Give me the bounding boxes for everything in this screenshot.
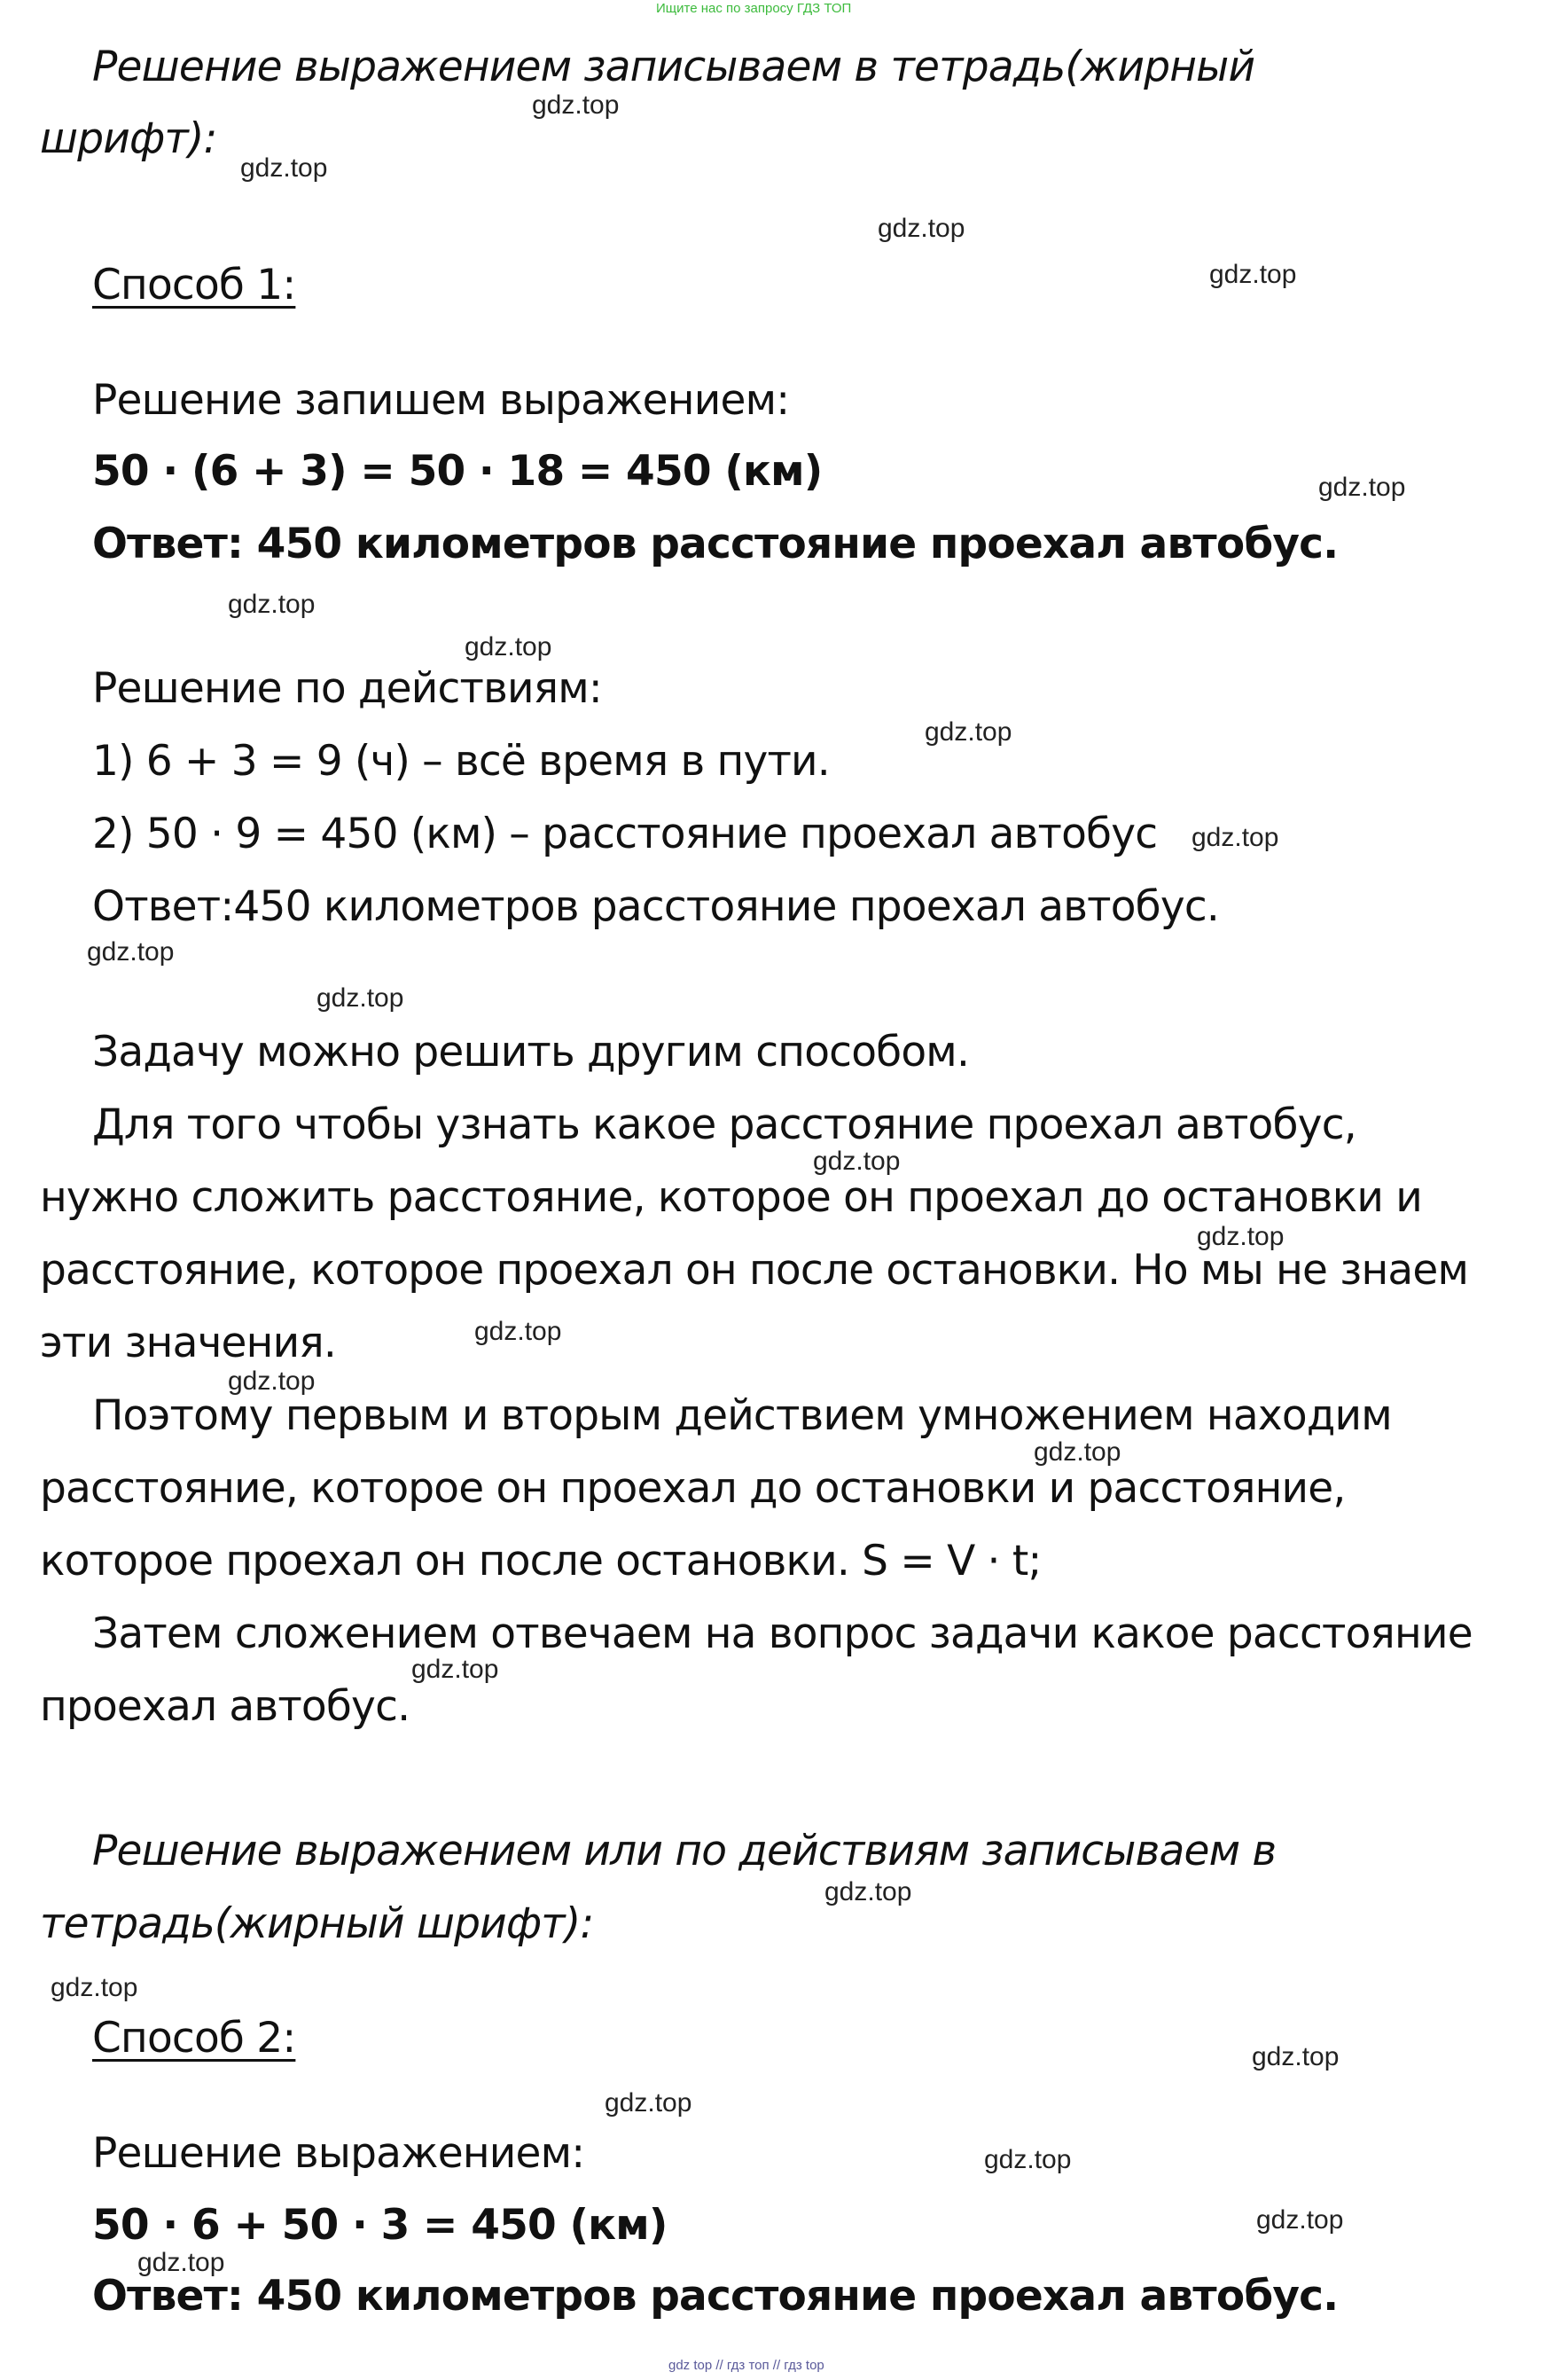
watermark: gdz.top [1252, 2042, 1340, 2071]
watermark: gdz.top [87, 937, 175, 967]
method-1-step-2: 2) 50 · 9 = 450 (км) – расстояние проехал автобус [92, 810, 1158, 858]
watermark: gdz.top [878, 214, 965, 243]
explanation-p1: Задачу можно решить другим способом. [92, 1028, 970, 1076]
header-promo: Ищите нас по запросу ГДЗ ТОП [656, 1, 852, 16]
footer: gdz top // гдз топ // гдз top [668, 2358, 824, 2373]
explanation-p4-line: проехал автобус. [40, 1682, 410, 1731]
explanation-p3-line: Поэтому первым и вторым действием умножением находим [92, 1391, 1392, 1440]
watermark: gdz.top [1256, 2205, 1344, 2235]
watermark: gdz.top [605, 2088, 692, 2118]
watermark: gdz.top [465, 632, 552, 662]
method-1-expr-label: Решение запишем выражением: [92, 376, 790, 425]
method-1-expression: 50 · (6 + 3) = 50 · 18 = 450 (км) [92, 447, 823, 496]
watermark: gdz.top [1034, 1437, 1121, 1467]
watermark: gdz.top [1192, 823, 1279, 852]
explanation-p3-line: расстояние, которое он проехал до остановки и расстояние, [40, 1464, 1346, 1513]
explanation-p2-line: эти значения. [40, 1319, 336, 1367]
explanation-p2-line: нужно сложить расстояние, которое он проехал до остановки и [40, 1173, 1422, 1222]
watermark: gdz.top [925, 717, 1012, 747]
explanation-p4-line: Затем сложением отвечаем на вопрос задачи какое расстояние [92, 1609, 1473, 1658]
watermark: gdz.top [137, 2248, 225, 2277]
method-2-expression: 50 · 6 + 50 · 3 = 450 (км) [92, 2201, 668, 2250]
watermark: gdz.top [1209, 260, 1297, 289]
watermark: gdz.top [411, 1655, 499, 1684]
intro2-line-2: тетрадь(жирный шрифт): [40, 1899, 594, 1948]
watermark: gdz.top [316, 983, 404, 1013]
method-1-answer: Ответ:450 километров расстояние проехал автобус. [92, 882, 1220, 931]
watermark: gdz.top [1197, 1222, 1285, 1251]
intro2-line-1: Решение выражением или по действиям записываем в [92, 1827, 1277, 1875]
watermark: gdz.top [813, 1147, 901, 1176]
watermark: gdz.top [1318, 473, 1406, 502]
watermark: gdz.top [240, 153, 328, 183]
watermark: gdz.top [228, 590, 316, 619]
method-2-answer-bold: Ответ: 450 километров расстояние проехал автобус. [92, 2272, 1339, 2321]
method-2-title: Способ 2: [92, 2014, 296, 2063]
explanation-p2-line: Для того чтобы узнать какое расстояние проехал автобус, [92, 1100, 1356, 1149]
watermark: gdz.top [984, 2145, 1072, 2174]
method-1-answer-bold: Ответ: 450 километров расстояние проехал автобус. [92, 520, 1339, 568]
explanation-p2-line: расстояние, которое проехал он после остановки. Но мы не знаем [40, 1246, 1469, 1295]
method-1-steps-label: Решение по действиям: [92, 664, 602, 713]
intro-line-2: шрифт): [40, 114, 217, 163]
watermark: gdz.top [824, 1877, 912, 1906]
watermark: gdz.top [532, 90, 620, 120]
method-2-expr-label: Решение выражением: [92, 2129, 585, 2178]
watermark: gdz.top [228, 1366, 316, 1396]
intro-line-1: Решение выражением записываем в тетрадь(жирный [92, 43, 1255, 91]
method-1-title: Способ 1: [92, 261, 296, 309]
method-1-step-1: 1) 6 + 3 = 9 (ч) – всё время в пути. [92, 737, 830, 786]
watermark: gdz.top [474, 1317, 562, 1346]
explanation-p3-line: которое проехал он после остановки. S = V · t; [40, 1537, 1042, 1585]
watermark: gdz.top [51, 1973, 138, 2002]
